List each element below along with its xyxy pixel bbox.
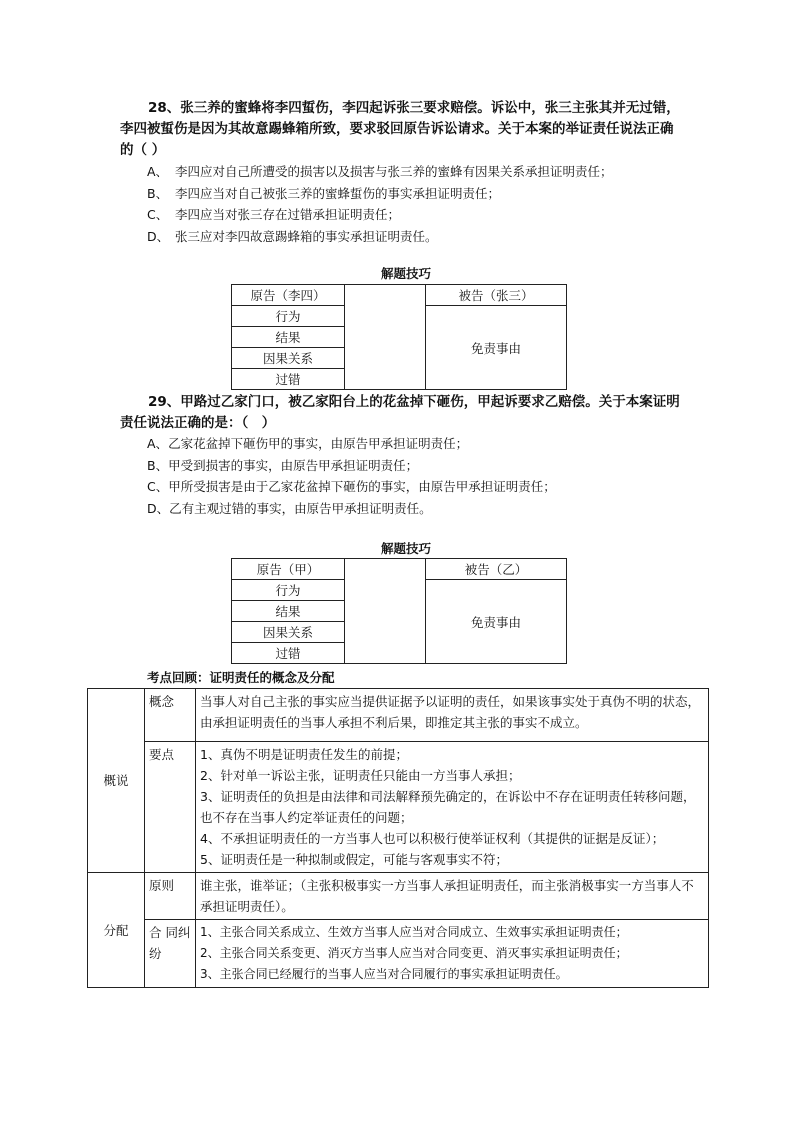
exemption-cell: 免责事由 [426,580,567,664]
element-fault: 过错 [232,369,345,390]
point-item: 4、不承担证明责任的一方当事人也可以积极行使举证权利（其提供的证据是反证）； [200,831,665,846]
option-c: C、甲所受损害是由于乙家花盆掉下砸伤的事实，由原告甲承担证明责任； [147,479,556,494]
element-causation: 因果关系 [232,348,345,369]
contract-list [196,920,709,988]
option-a: A、乙家花盆掉下砸伤甲的事实，由原告甲承担证明责任； [147,436,469,451]
allocation-label: 分配 [88,873,145,988]
point-item: 5、证明责任是一种拟制或假定，可能与客观事实不符； [200,852,508,867]
plaintiff-header: 原告（李四） [232,285,345,306]
question-28-title [120,98,680,161]
contract-item: 1、主张合同关系成立、生效方当事人应当对合同成立、生效事实承担证明责任； [200,925,628,939]
option-c: C、 李四应当对张三存在过错承担证明责任； [147,207,401,222]
element-act: 行为 [232,580,345,601]
question-28-options [147,161,707,247]
contract-item: 3、主张合同已经履行的当事人应当对合同履行的事实承担证明责任。 [200,967,568,981]
contract-item: 2、主张合同关系变更、消灭方当事人应当对合同变更、消灭事实承担证明责任； [200,946,628,960]
element-fault: 过错 [232,643,345,664]
plaintiff-header: 原告（甲） [232,559,345,580]
blank-column [345,285,426,390]
points-label: 要点 [145,742,196,873]
tip-title-29: 解题技巧 [381,541,432,556]
point-item: 3、证明责任的负担是由法律和司法解释预先确定的，在诉讼中不存在证明责任转移问题，也不存在当事人约定举证责任的问题； [200,789,696,825]
option-d: D、 张三应对李四故意踢蜂箱的事实承担证明责任。 [147,228,438,244]
concept-text: 当事人对自己主张的事实应当提供证据予以证明的责任，如果该事实处于真伪不明的状态，由承担证明责任的当事人承担不利后果，即推定其主张的事实不成立。 [196,689,709,742]
tip-table-28 [231,284,567,390]
option-a: A、 李四应对自己所遭受的损害以及损害与张三养的蜜蜂有因果关系承担证明责任； [147,164,613,179]
defendant-header: 被告（张三） [426,285,567,306]
question-28-text: 28、张三养的蜜蜂将李四蜇伤，李四起诉张三要求赔偿。诉讼中，张三主张其并无过错，李四被蜇伤是因为其故意踢蜂箱所致，要求驳回原告诉讼请求。关于本案的举证责任说法正确的（ ） [120,100,680,158]
question-29-title [120,392,680,434]
points-list [196,742,709,873]
contract-label: 合 同纠纷 [145,920,196,988]
principle-text: 谁主张，谁举证；（主张积极事实一方当事人承担证明责任，而主张消极事实一方当事人不承担证明责任）。 [196,873,709,920]
element-result: 结果 [232,327,345,348]
element-causation: 因果关系 [232,622,345,643]
option-b: B、 李四应当对自己被张三养的蜜蜂蜇伤的事实承担证明责任； [147,185,501,201]
option-d: D、乙有主观过错的事实，由原告甲承担证明责任。 [147,500,432,516]
concept-label: 概念 [145,689,196,742]
point-item: 2、针对单一诉讼主张，证明责任只能由一方当事人承担； [200,768,521,783]
option-b: B、甲受到损害的事实，由原告甲承担证明责任； [147,457,419,473]
principle-label: 原则 [145,873,196,920]
question-29-text: 29、甲路过乙家门口，被乙家阳台上的花盆掉下砸伤，甲起诉要求乙赔偿。关于本案证明责任说法正确的是：（ ） [120,394,680,431]
tip-table-29 [231,558,567,664]
element-result: 结果 [232,601,345,622]
blank-column [345,559,426,664]
question-29-options [147,433,707,519]
tip-title-28: 解题技巧 [381,266,432,281]
exemption-cell: 免责事由 [426,306,567,390]
review-table [87,688,709,988]
overview-label: 概说 [88,689,145,873]
point-item: 1、真伪不明是证明责任发生的前提； [200,747,408,762]
review-title: 考点回顾：证明责任的概念及分配 [147,670,335,685]
defendant-header: 被告（乙） [426,559,567,580]
element-act: 行为 [232,306,345,327]
